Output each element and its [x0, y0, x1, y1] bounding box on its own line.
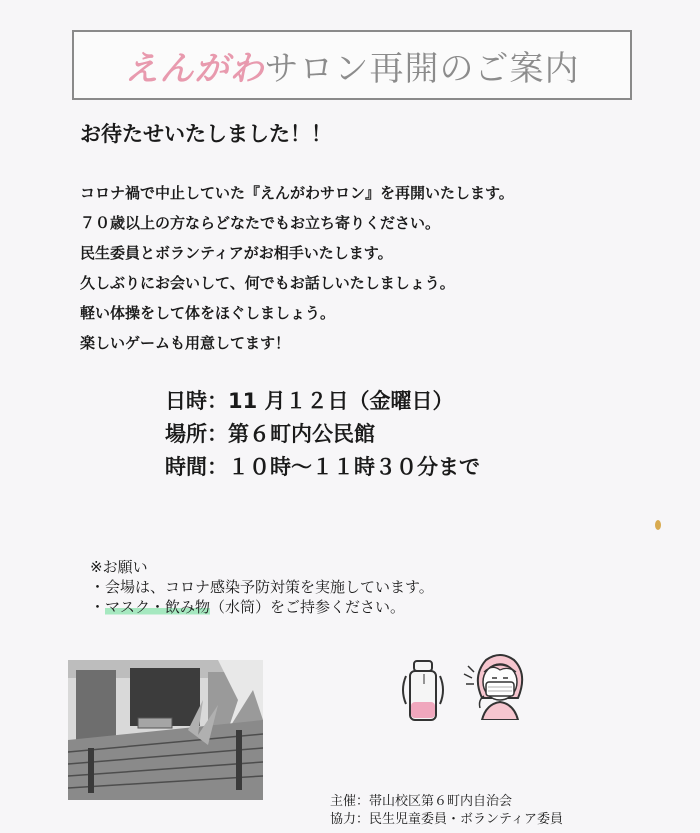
- organizer-host: 主催：帯山校区第６町内自治会: [330, 794, 513, 809]
- notes-line-2: [90, 597, 434, 617]
- detail-row-time: 時間：１０時〜１１時３０分まで: [165, 455, 480, 479]
- detail-label: 日時: [165, 389, 207, 413]
- detail-row-date: 日時：11 月１２日（金曜日）: [165, 389, 454, 413]
- intro-line: 民生委員とボランティアがお相手いたします。: [80, 244, 393, 262]
- highlight-mask-drink: マスク・飲み物: [105, 598, 211, 616]
- intro-line: コロナ禍で中止していた『えんがわサロン』を再開いたします。: [80, 184, 514, 202]
- intro-line: 軽い体操をして体をほぐしましょう。: [80, 304, 336, 322]
- organizer-support: 協力：民生児童委員・ボランティア委員: [330, 812, 563, 827]
- paper-stain: [655, 520, 661, 530]
- title-accent: えんがわ: [124, 48, 265, 89]
- detail-label: 場所: [165, 422, 207, 446]
- notes-line-2-prefix: ・: [90, 598, 106, 616]
- notes-line-1: ・会場は、コロナ感染予防対策を実施しています。: [90, 578, 434, 596]
- event-details: [165, 385, 480, 484]
- veranda-photo: [68, 660, 263, 800]
- notes: [90, 557, 434, 617]
- water-bottle-icon: [398, 660, 448, 722]
- detail-row-place: 場所：第６町内公民館: [165, 422, 375, 446]
- detail-value: 11 月１２日（金曜日）: [228, 389, 454, 413]
- organizers: [330, 793, 563, 829]
- notes-line-2-suffix: （水筒）をご持参ください。: [210, 598, 406, 616]
- detail-value: １０時〜１１時３０分まで: [228, 455, 480, 479]
- title-box: [72, 30, 632, 100]
- intro-line: ７０歳以上の方ならどなたでもお立ち寄りください。: [80, 214, 441, 232]
- title-rest: サロン再開のご案内: [264, 48, 580, 89]
- detail-value: 第６町内公民館: [228, 422, 375, 446]
- detail-label: 時間: [165, 455, 207, 479]
- intro-line: 楽しいゲームも用意してます！: [80, 334, 291, 352]
- intro-line: 久しぶりにお会いして、何でもお話しいたしましょう。: [80, 274, 455, 292]
- intro-paragraph: [80, 178, 514, 358]
- page-title: [125, 41, 580, 90]
- heading: お待たせいたしました！！: [80, 122, 332, 146]
- notes-header: ※お願い: [90, 558, 148, 576]
- masked-person-icon: [460, 652, 538, 720]
